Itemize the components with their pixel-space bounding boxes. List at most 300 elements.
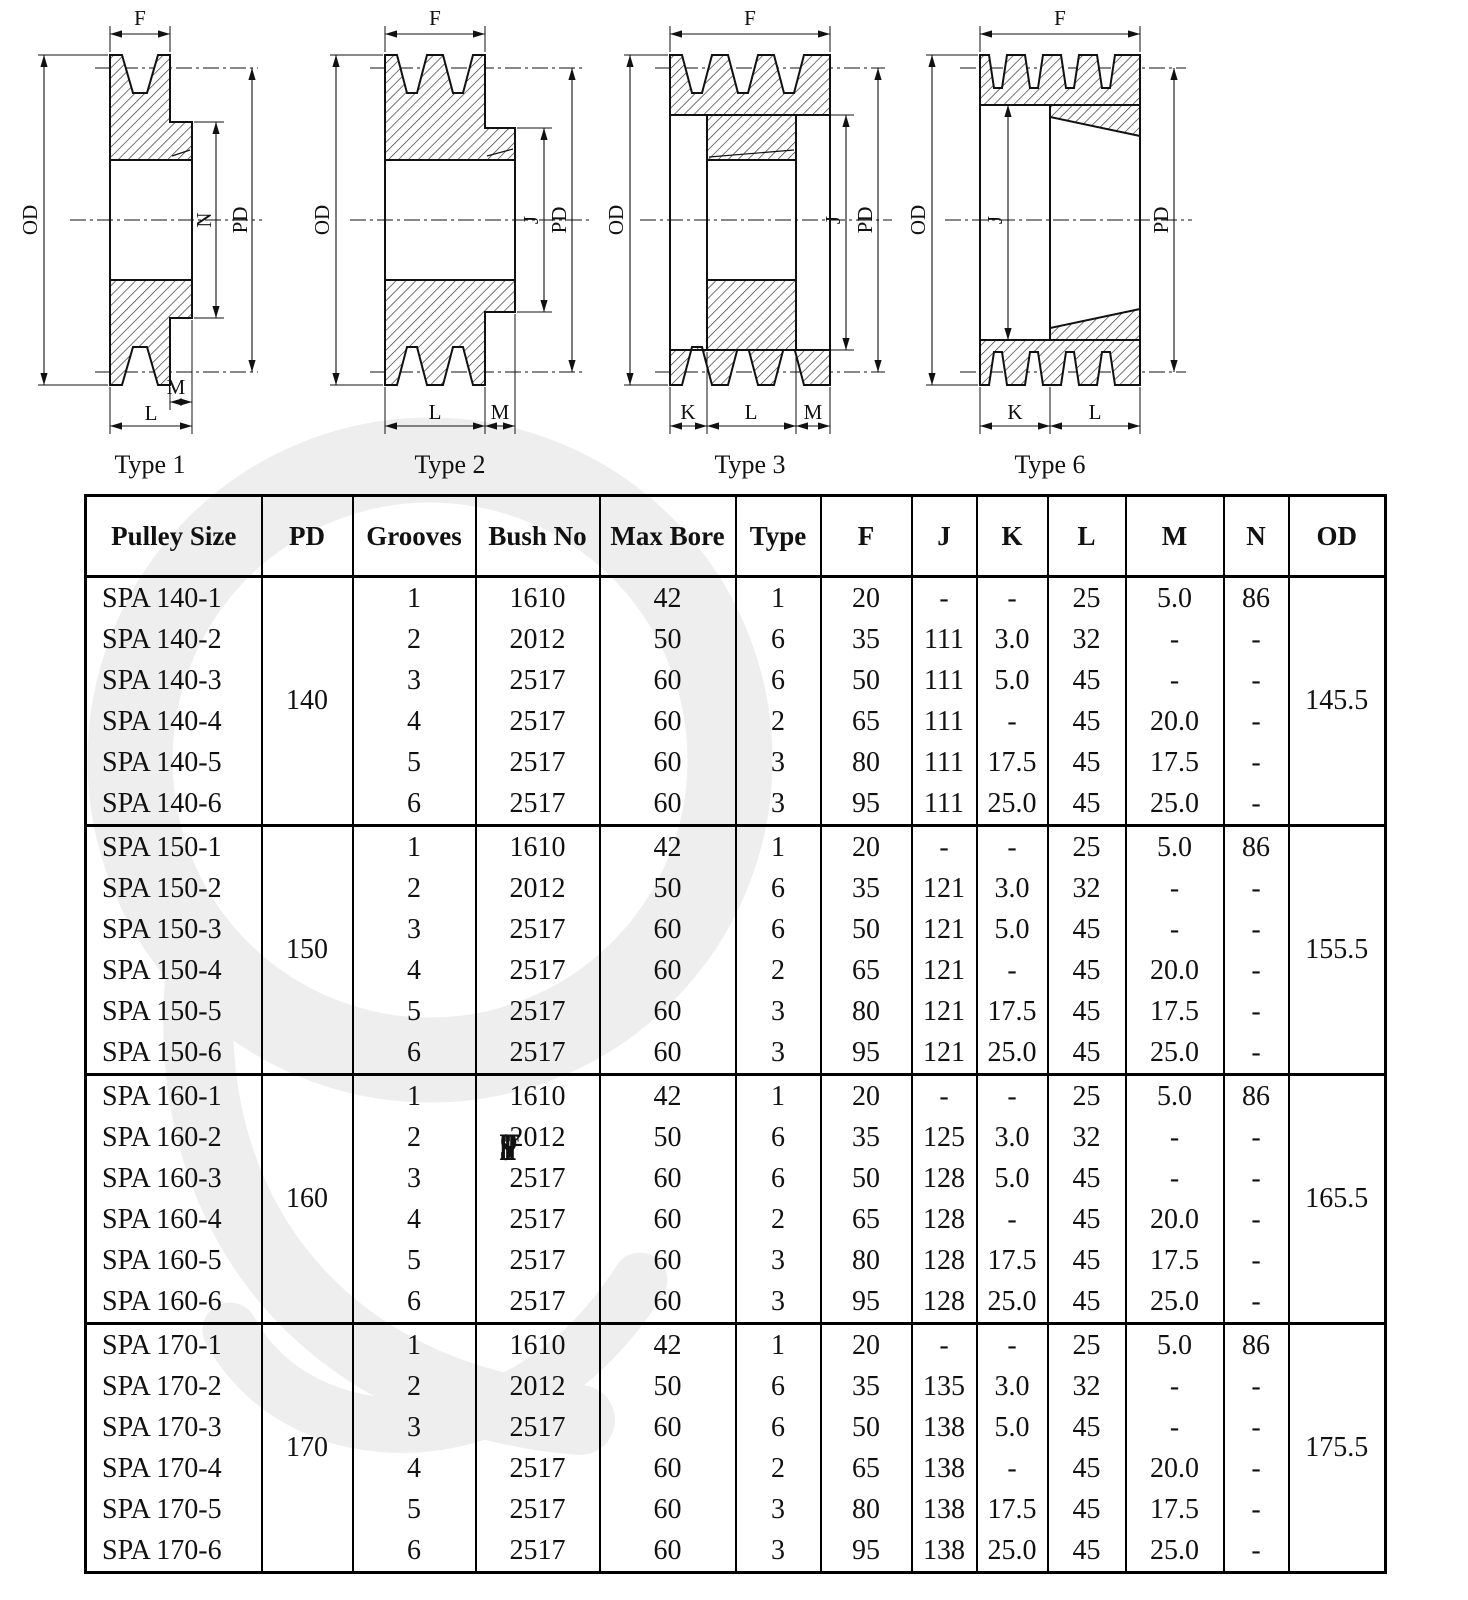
table-row (86, 1324, 1386, 1367)
cell-n: - (1224, 991, 1289, 1032)
cell-pulley-size: SPA 150-4 (86, 950, 262, 991)
cell-type: 6 (736, 868, 821, 909)
header-j: J (912, 496, 977, 577)
cell-grooves: 2 (353, 868, 476, 909)
cell-k: 17.5 (977, 1240, 1048, 1281)
cell-j: 111 (912, 742, 977, 783)
cell-k: - (977, 1199, 1048, 1240)
cell-f: 65 (821, 1199, 912, 1240)
cell-pd: 160 (262, 1075, 353, 1324)
cell-type: 6 (736, 1158, 821, 1199)
cell-f: 20 (821, 1324, 912, 1367)
cell-j: 138 (912, 1448, 977, 1489)
cell-f: 35 (821, 1366, 912, 1407)
table-row (86, 577, 1386, 620)
cell-max-bore: 50 (600, 1117, 736, 1158)
cell-f: 80 (821, 991, 912, 1032)
header-bush-no: Bush No (476, 496, 600, 577)
cell-k: 5.0 (977, 909, 1048, 950)
cell-max-bore: 60 (600, 1530, 736, 1573)
header-f: F (821, 496, 912, 577)
cell-bush: 2012 (476, 1117, 600, 1158)
cell-bush: 2517 (476, 1407, 600, 1448)
cell-pulley-size: SPA 140-5 (86, 742, 262, 783)
cell-max-bore: 50 (600, 1366, 736, 1407)
cell-f: 65 (821, 1448, 912, 1489)
cell-max-bore: 42 (600, 1075, 736, 1118)
cell-l: 45 (1048, 1281, 1126, 1324)
cell-grooves: 4 (353, 950, 476, 991)
cell-l: 25 (1048, 1075, 1126, 1118)
header-row (86, 496, 1386, 577)
cell-pd: 170 (262, 1324, 353, 1573)
cell-n: - (1224, 1448, 1289, 1489)
cell-f: 50 (821, 660, 912, 701)
cell-bush: 1610 (476, 1324, 600, 1367)
cell-k: 17.5 (977, 1489, 1048, 1530)
rim-bottom-section (980, 340, 1140, 385)
cell-f: 80 (821, 742, 912, 783)
cell-j: - (912, 826, 977, 869)
cell-l: 32 (1048, 1117, 1126, 1158)
cell-pulley-size: SPA 160-3 (86, 1158, 262, 1199)
cell-bush: 2517 (476, 660, 600, 701)
cell-type: 3 (736, 1281, 821, 1324)
cell-bush: 1610 (476, 826, 600, 869)
cell-grooves: 1 (353, 826, 476, 869)
cell-type: 1 (736, 1075, 821, 1118)
cell-f: 65 (821, 701, 912, 742)
cell-j: 138 (912, 1407, 977, 1448)
cell-grooves: 2 (353, 619, 476, 660)
cell-pulley-size: SPA 170-5 (86, 1489, 262, 1530)
cell-od: 145.5 (1289, 577, 1386, 826)
cell-l: 45 (1048, 1448, 1126, 1489)
cell-max-bore: 60 (600, 742, 736, 783)
cell-l: 45 (1048, 950, 1126, 991)
cell-grooves: 1 (353, 1075, 476, 1118)
cell-j: 111 (912, 660, 977, 701)
cell-m: 5.0 (1126, 826, 1224, 869)
cell-f: 35 (821, 1117, 912, 1158)
cell-pulley-size: SPA 140-3 (86, 660, 262, 701)
cell-type: 2 (736, 1448, 821, 1489)
cell-pulley-size: SPA 170-6 (86, 1530, 262, 1573)
cell-j: 138 (912, 1489, 977, 1530)
cell-n: - (1224, 1366, 1289, 1407)
cell-j: - (912, 1075, 977, 1118)
cell-m: 5.0 (1126, 1324, 1224, 1367)
rim-top-section (110, 55, 192, 160)
cell-f: 95 (821, 1281, 912, 1324)
cell-f: 35 (821, 619, 912, 660)
cell-l: 45 (1048, 1240, 1126, 1281)
cell-bush: 2012 (476, 868, 600, 909)
cell-max-bore: 60 (600, 1158, 736, 1199)
cell-bush: 1610 (476, 1075, 600, 1118)
header-k: K (977, 496, 1048, 577)
dim-label-pd: PD (547, 206, 571, 234)
cell-l: 45 (1048, 1489, 1126, 1530)
cell-l: 45 (1048, 742, 1126, 783)
cell-bush: 2517 (476, 1489, 600, 1530)
cell-pulley-size: SPA 160-6 (86, 1281, 262, 1324)
cell-grooves: 5 (353, 1240, 476, 1281)
cell-k: 5.0 (977, 1407, 1048, 1448)
cell-type: 6 (736, 1366, 821, 1407)
cell-grooves: 1 (353, 577, 476, 620)
dim-label-k: K (1007, 400, 1023, 424)
cell-pulley-size: SPA 170-3 (86, 1407, 262, 1448)
cell-k: 5.0 (977, 1158, 1048, 1199)
cell-k: 25.0 (977, 1530, 1048, 1573)
dim-label-od: OD (604, 204, 628, 236)
cell-pulley-size: SPA 170-1 (86, 1324, 262, 1367)
cell-l: 32 (1048, 1366, 1126, 1407)
dim-label-pd: PD (1149, 206, 1173, 234)
cell-type: 6 (736, 660, 821, 701)
cell-j: 111 (912, 619, 977, 660)
cell-n: - (1224, 1199, 1289, 1240)
cell-pd: 140 (262, 577, 353, 826)
type-2-drawing (300, 10, 600, 450)
cell-type: 6 (736, 619, 821, 660)
cell-m: 17.5 (1126, 991, 1224, 1032)
cell-l: 45 (1048, 909, 1126, 950)
dim-label-f: F (744, 10, 756, 30)
cell-k: - (977, 950, 1048, 991)
cell-type: 2 (736, 1199, 821, 1240)
cell-bush: 2517 (476, 1199, 600, 1240)
cell-type: 1 (736, 1324, 821, 1367)
cell-n: - (1224, 742, 1289, 783)
cell-n: 86 (1224, 577, 1289, 620)
cell-max-bore: 60 (600, 1407, 736, 1448)
cell-n: - (1224, 1158, 1289, 1199)
dim-label-f: F (134, 10, 146, 30)
header-pulley-size: Pulley Size (86, 496, 262, 577)
cell-max-bore: 60 (600, 1032, 736, 1075)
cell-max-bore: 42 (600, 1324, 736, 1367)
cell-type: 3 (736, 1032, 821, 1075)
cell-grooves: 4 (353, 701, 476, 742)
cell-l: 45 (1048, 783, 1126, 826)
dim-label-od: OD (906, 204, 930, 236)
cell-f: 50 (821, 909, 912, 950)
cell-j: 138 (912, 1530, 977, 1573)
cell-l: 45 (1048, 1199, 1126, 1240)
cell-m: 20.0 (1126, 1448, 1224, 1489)
cell-grooves: 5 (353, 991, 476, 1032)
cell-pd: 150 (262, 826, 353, 1075)
cell-grooves: 6 (353, 1530, 476, 1573)
rim-top-section (670, 55, 830, 115)
cell-j: - (912, 1324, 977, 1367)
dim-label-l: L (744, 400, 758, 424)
cell-max-bore: 42 (600, 577, 736, 620)
cell-bush: 2517 (476, 1032, 600, 1075)
cell-max-bore: 60 (600, 991, 736, 1032)
diagram-caption-type-3: Type 3 (714, 450, 786, 479)
header-m: M (1126, 496, 1224, 577)
cell-max-bore: 60 (600, 783, 736, 826)
cell-od: 165.5 (1289, 1075, 1386, 1324)
cell-m: 5.0 (1126, 577, 1224, 620)
cell-type: 6 (736, 909, 821, 950)
cell-f: 80 (821, 1489, 912, 1530)
cell-bush: 2517 (476, 701, 600, 742)
cell-k: 17.5 (977, 991, 1048, 1032)
cell-f: 50 (821, 1407, 912, 1448)
type-6-drawing (900, 10, 1200, 450)
header-l: L (1048, 496, 1126, 577)
cell-k: - (977, 826, 1048, 869)
cell-type: 6 (736, 1407, 821, 1448)
cell-m: 20.0 (1126, 1199, 1224, 1240)
cell-n: - (1224, 1530, 1289, 1573)
dim-label-od: OD (18, 204, 42, 236)
cell-od: 155.5 (1289, 826, 1386, 1075)
cell-l: 45 (1048, 991, 1126, 1032)
cell-n: - (1224, 1117, 1289, 1158)
cell-type: 3 (736, 1489, 821, 1530)
cell-m: 20.0 (1126, 950, 1224, 991)
cell-pulley-size: SPA 170-4 (86, 1448, 262, 1489)
cell-type: 3 (736, 991, 821, 1032)
cell-n: - (1224, 1489, 1289, 1530)
cell-pulley-size: SPA 160-1 (86, 1075, 262, 1118)
cell-bush: 2517 (476, 1530, 600, 1573)
cell-j: 125 (912, 1117, 977, 1158)
cell-max-bore: 50 (600, 868, 736, 909)
cell-n: 86 (1224, 1324, 1289, 1367)
diagram-caption-type-6: Type 6 (1014, 450, 1086, 479)
cell-m: - (1126, 660, 1224, 701)
type-2-diagram (300, 10, 600, 480)
cell-f: 95 (821, 1530, 912, 1573)
dim-label-l: L (1088, 400, 1102, 424)
rim-bottom-section (670, 347, 830, 385)
cell-m: - (1126, 1407, 1224, 1448)
cell-n: - (1224, 619, 1289, 660)
dim-label-j: J (519, 215, 543, 225)
cell-m: - (1126, 619, 1224, 660)
cell-m: 25.0 (1126, 783, 1224, 826)
dim-label-l: L (428, 400, 442, 424)
cell-n: - (1224, 701, 1289, 742)
cell-n: - (1224, 950, 1289, 991)
cell-max-bore: 60 (600, 1199, 736, 1240)
cell-l: 45 (1048, 660, 1126, 701)
type-1-diagram (0, 10, 300, 480)
cell-l: 32 (1048, 868, 1126, 909)
table-row (86, 1075, 1386, 1118)
cell-pulley-size: SPA 160-4 (86, 1199, 262, 1240)
cell-k: 3.0 (977, 868, 1048, 909)
cell-m: - (1126, 1158, 1224, 1199)
cell-bush: 1610 (476, 577, 600, 620)
cell-grooves: 4 (353, 1448, 476, 1489)
cell-j: 121 (912, 950, 977, 991)
header-max-bore: Max Bore (600, 496, 736, 577)
cell-m: 25.0 (1126, 1032, 1224, 1075)
cell-k: - (977, 577, 1048, 620)
rim-top-section (980, 55, 1140, 105)
type-3-drawing (600, 10, 900, 450)
cell-j: 128 (912, 1281, 977, 1324)
cell-l: 25 (1048, 577, 1126, 620)
cell-grooves: 5 (353, 742, 476, 783)
cell-pulley-size: SPA 160-5 (86, 1240, 262, 1281)
rim-bottom-section (110, 280, 192, 385)
cell-grooves: 6 (353, 783, 476, 826)
cell-l: 32 (1048, 619, 1126, 660)
cell-grooves: 4 (353, 1199, 476, 1240)
cell-n: - (1224, 1281, 1289, 1324)
dim-label-j: J (983, 215, 1007, 225)
dim-label-m: M (166, 375, 186, 399)
cell-k: 25.0 (977, 1281, 1048, 1324)
dim-label-n: N (192, 212, 216, 228)
cell-j: 128 (912, 1158, 977, 1199)
cell-max-bore: 42 (600, 826, 736, 869)
type-6-diagram (900, 10, 1200, 480)
cell-bush: 2012 (476, 619, 600, 660)
cell-type: 3 (736, 742, 821, 783)
cell-grooves: 6 (353, 1032, 476, 1075)
diagram-caption-type-2: Type 2 (414, 450, 486, 479)
cell-max-bore: 60 (600, 1448, 736, 1489)
cell-k: 5.0 (977, 660, 1048, 701)
cell-m: 20.0 (1126, 701, 1224, 742)
type-3-diagram (600, 10, 900, 480)
cell-j: 121 (912, 909, 977, 950)
cell-max-bore: 60 (600, 701, 736, 742)
cell-bush: 2517 (476, 1240, 600, 1281)
cell-n: - (1224, 1407, 1289, 1448)
cell-pulley-size: SPA 150-5 (86, 991, 262, 1032)
cell-f: 65 (821, 950, 912, 991)
cell-l: 45 (1048, 1032, 1126, 1075)
cell-f: 35 (821, 868, 912, 909)
cell-k: 3.0 (977, 1117, 1048, 1158)
cell-m: - (1126, 1366, 1224, 1407)
cell-pulley-size: SPA 150-1 (86, 826, 262, 869)
cell-j: 135 (912, 1366, 977, 1407)
header-n: N (1224, 496, 1289, 577)
cell-pulley-size: SPA 140-4 (86, 701, 262, 742)
cell-bush: 2517 (476, 909, 600, 950)
cell-max-bore: 60 (600, 1489, 736, 1530)
cell-grooves: 2 (353, 1117, 476, 1158)
cell-max-bore: 60 (600, 909, 736, 950)
cell-j: 128 (912, 1199, 977, 1240)
cell-m: 5.0 (1126, 1075, 1224, 1118)
cell-f: 20 (821, 1075, 912, 1118)
cell-n: - (1224, 868, 1289, 909)
cell-bush: 2517 (476, 950, 600, 991)
cell-grooves: 3 (353, 1407, 476, 1448)
cell-k: - (977, 1075, 1048, 1118)
dim-label-k: K (680, 400, 696, 424)
cell-max-bore: 60 (600, 1281, 736, 1324)
cell-n: - (1224, 1032, 1289, 1075)
cell-k: 3.0 (977, 619, 1048, 660)
cell-f: 50 (821, 1158, 912, 1199)
cell-f: 20 (821, 577, 912, 620)
cell-f: 20 (821, 826, 912, 869)
cell-grooves: 3 (353, 660, 476, 701)
cell-m: 17.5 (1126, 742, 1224, 783)
table-body (86, 577, 1386, 1573)
cell-bush: 2517 (476, 991, 600, 1032)
type-1-drawing (0, 10, 300, 450)
cell-pulley-size: SPA 170-2 (86, 1366, 262, 1407)
diagram-caption-type-1: Type 1 (114, 450, 186, 479)
pulley-spec-table (84, 494, 1387, 1574)
cell-bush: 2517 (476, 1158, 600, 1199)
cell-f: 95 (821, 783, 912, 826)
cell-type: 1 (736, 826, 821, 869)
cell-m: 25.0 (1126, 1530, 1224, 1573)
cell-m: - (1126, 909, 1224, 950)
dim-label-j: J (821, 215, 845, 225)
cell-j: 111 (912, 701, 977, 742)
cell-k: - (977, 1324, 1048, 1367)
bushing-top-section (1050, 105, 1140, 136)
cell-pulley-size: SPA 150-2 (86, 868, 262, 909)
cell-k: 25.0 (977, 783, 1048, 826)
header-grooves: Grooves (353, 496, 476, 577)
pulley-type-diagrams (0, 0, 1468, 480)
cell-k: - (977, 701, 1048, 742)
cell-max-bore: 50 (600, 619, 736, 660)
dim-label-f: F (1054, 10, 1066, 30)
cell-l: 25 (1048, 1324, 1126, 1367)
bushing-bottom-section (1050, 309, 1140, 340)
cell-m: 25.0 (1126, 1281, 1224, 1324)
dim-label-l: L (144, 401, 158, 425)
cell-n: 86 (1224, 1075, 1289, 1118)
cell-bush: 2012 (476, 1366, 600, 1407)
cell-l: 45 (1048, 1407, 1126, 1448)
dim-label-m: M (490, 400, 510, 424)
cell-type: 6 (736, 1117, 821, 1158)
cell-j: 121 (912, 991, 977, 1032)
cell-f: 95 (821, 1032, 912, 1075)
rim-bottom-section (385, 280, 515, 385)
cell-n: 86 (1224, 826, 1289, 869)
cell-type: 2 (736, 950, 821, 991)
cell-grooves: 2 (353, 1366, 476, 1407)
cell-n: - (1224, 1240, 1289, 1281)
cell-l: 25 (1048, 826, 1126, 869)
cell-m: - (1126, 1117, 1224, 1158)
cell-n: - (1224, 660, 1289, 701)
cell-type: 1 (736, 577, 821, 620)
cell-k: - (977, 1448, 1048, 1489)
cell-pulley-size: SPA 140-1 (86, 577, 262, 620)
cell-pulley-size: SPA 160-2 (86, 1117, 262, 1158)
dim-label-od: OD (310, 204, 334, 236)
cell-l: 45 (1048, 701, 1126, 742)
cell-j: 128 (912, 1240, 977, 1281)
cell-j: - (912, 577, 977, 620)
cell-grooves: 1 (353, 1324, 476, 1367)
cell-od: 175.5 (1289, 1324, 1386, 1573)
cell-j: 121 (912, 868, 977, 909)
cell-type: 2 (736, 701, 821, 742)
